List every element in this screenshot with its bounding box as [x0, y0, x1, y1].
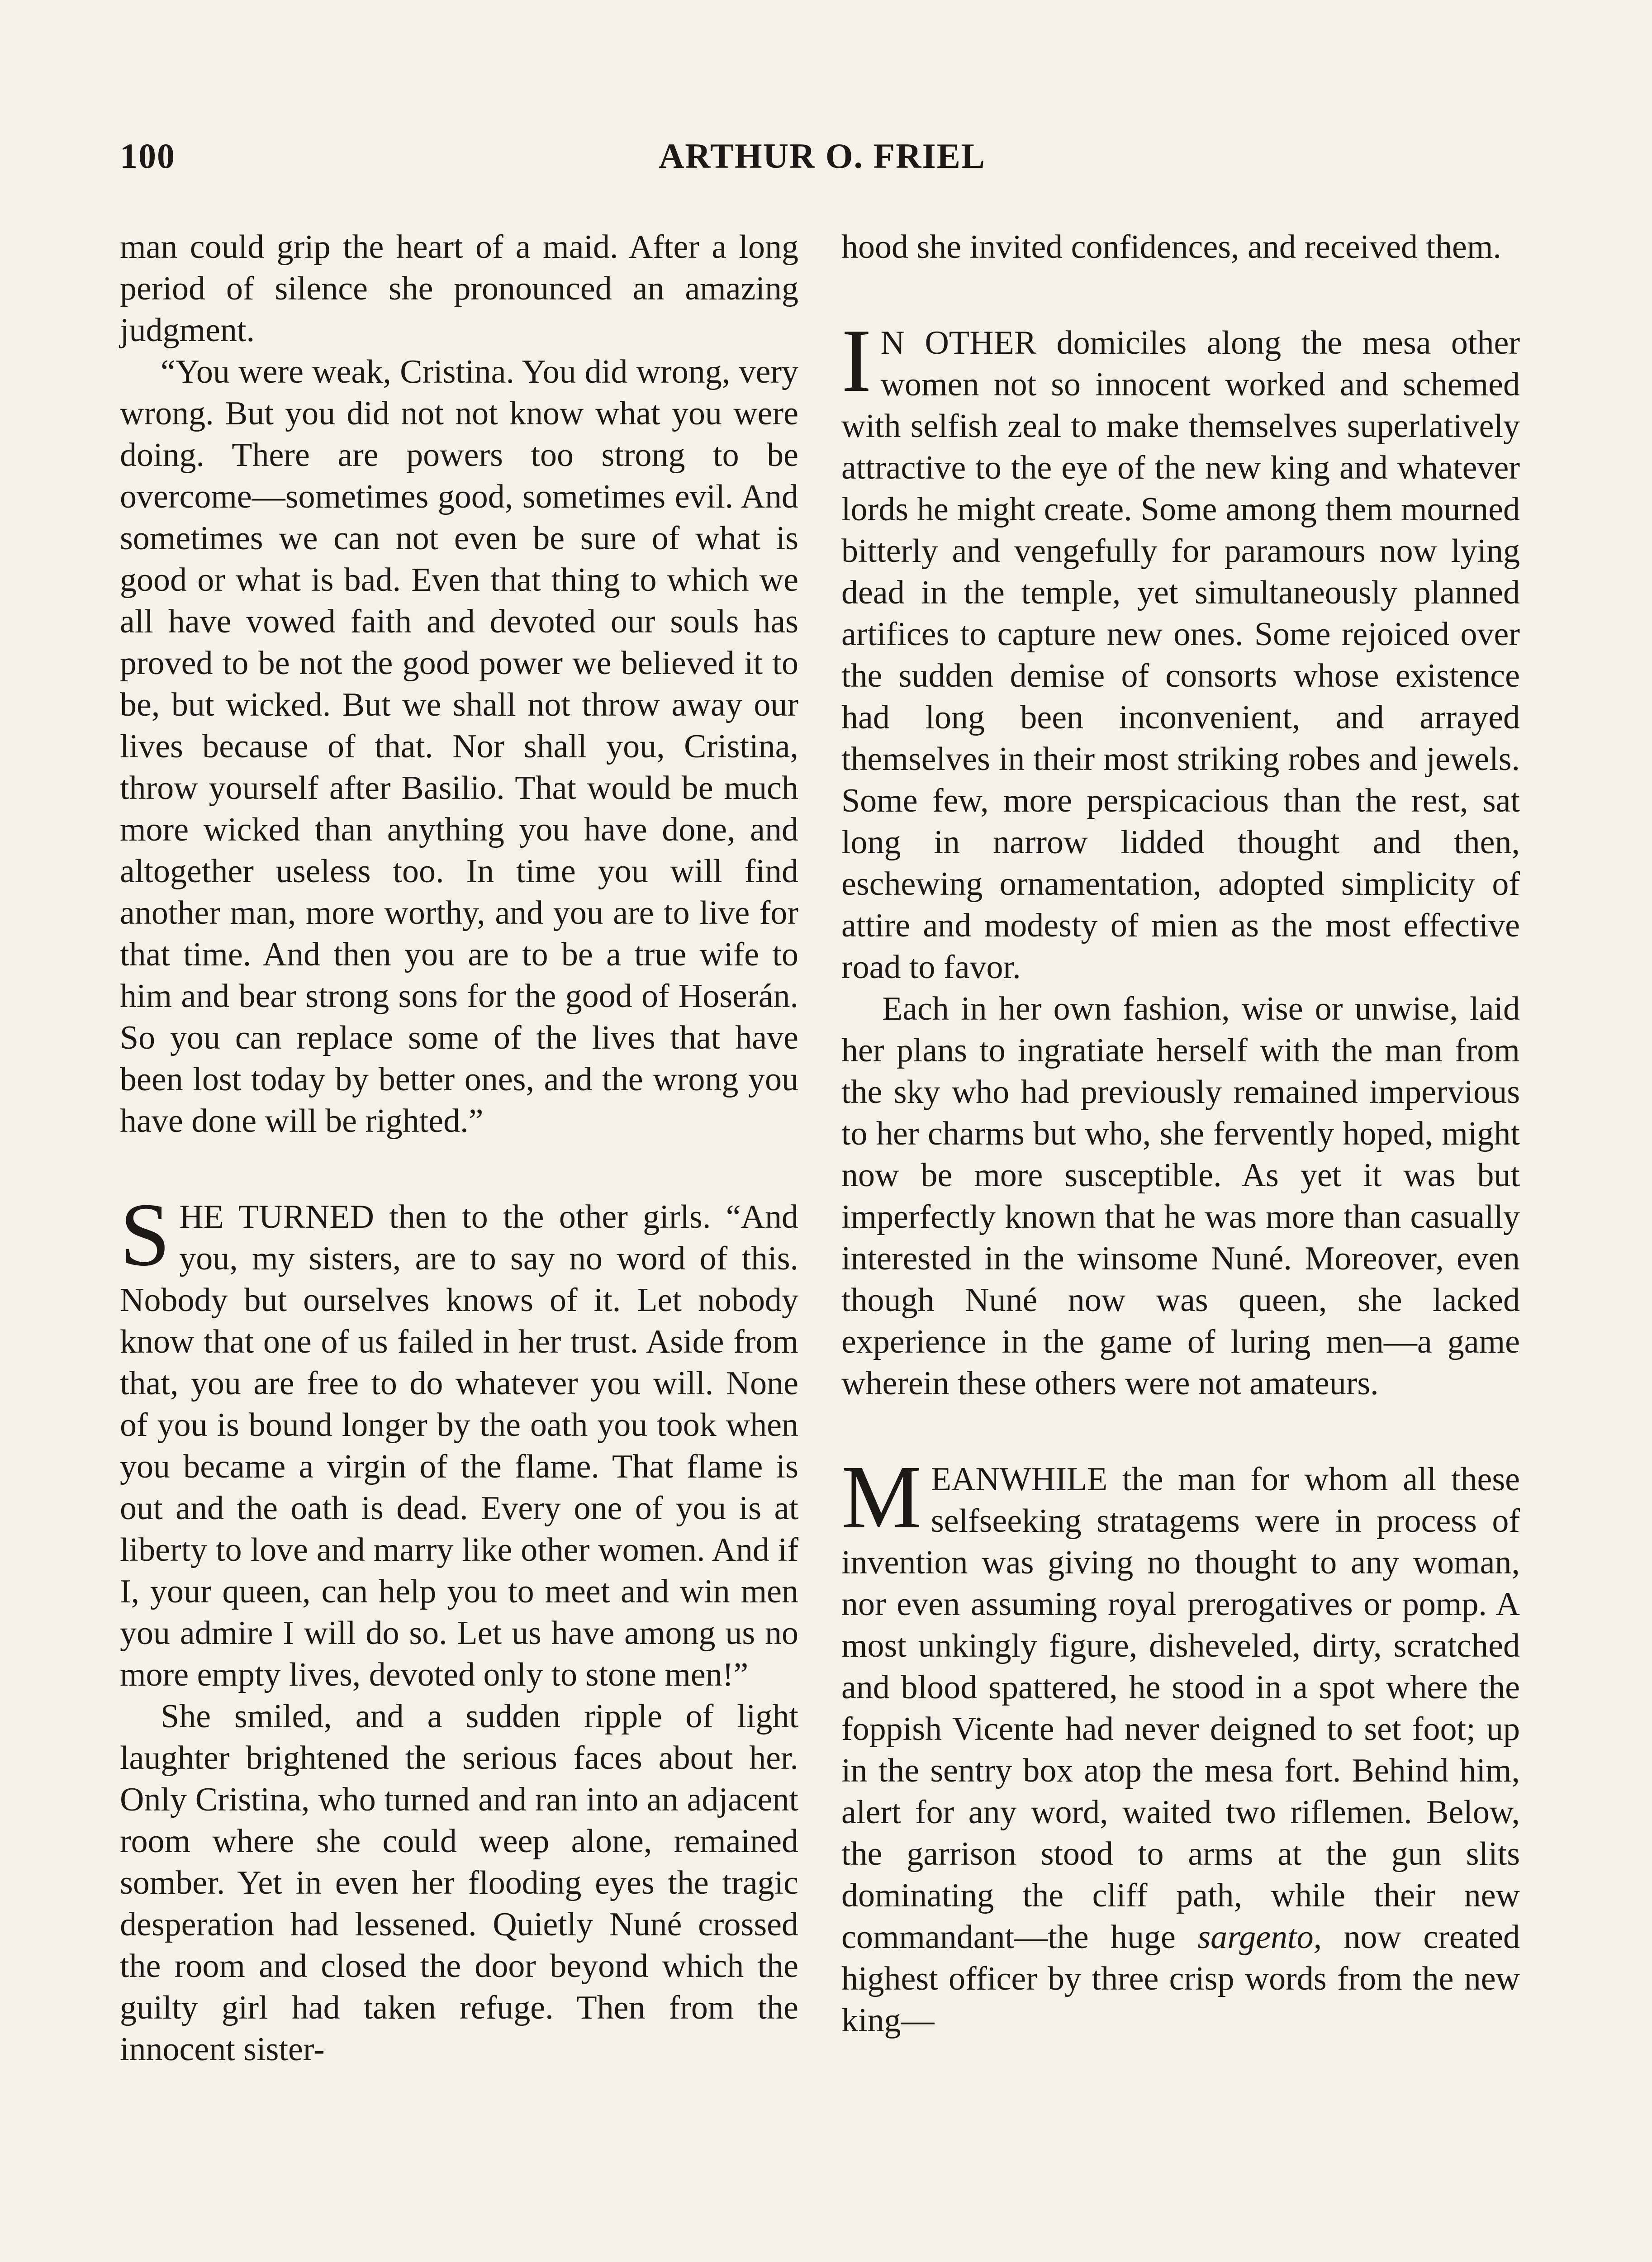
- right-column: [841, 226, 1520, 2041]
- paragraph-text: then to the other girls. “And you, my sisters, are to say no word of this. Nobody but ourselves knows of it. Let nobody know that one of us failed in her trust. Aside from that, you are free to do whatever you will. None of you is bound longer by the oath you took when you became a virgin of the flame. That flame is out and the oath is dead. Every one of you is at liberty to love and marry like other women. And if I, your queen, can help you to meet and win men you admire I will do so. Let us have among us no more empty lives, devoted only to stone men!”: [120, 1198, 798, 1693]
- drop-cap: I: [841, 311, 872, 411]
- page-number: 100: [120, 136, 176, 176]
- italic-word: sargento,: [1197, 1919, 1322, 1956]
- section-paragraph: [841, 1447, 1520, 2041]
- running-head: ARTHUR O. FRIEL: [659, 136, 986, 176]
- section-paragraph: [120, 1185, 798, 1696]
- lead-in: HE TURNED: [179, 1198, 374, 1236]
- paragraph-text: the man for whom all these selfseeking stratagems were in process of invention was giving no thought to any woman, nor even assuming royal prerogatives or pomp. A most unkingly figure, disheveled, dirty, scratched and blood spattered, he stood in a spot where the foppish Vicente had never deigned to set foot; up in the sentry box atop the mesa fort. Behind him, alert for any word, waited two riflemen. Below, the garrison stood to arms at the gun slits dominating the cliff path, while their new commandant—the huge: [841, 1461, 1520, 1956]
- drop-cap: M: [841, 1447, 922, 1547]
- paragraph: hood she invited confidences, and received them.: [841, 228, 1501, 266]
- paragraph: man could grip the heart of a maid. After a long period of silence she pronounced an amazing judgment.: [120, 228, 798, 349]
- paragraph-text: domiciles along the mesa other women not so innocent worked and schemed with selfish zeal to make themselves superlatively attractive to the eye of the new king and whatever lords he might create. Some among them mourned bitterly and vengefully for paramours now lying dead in the temple, yet simultaneously planned artifices to capture new ones. Some rejoiced over the sudden demise of consorts whose existence had long been inconvenient, and arrayed themselves in their most striking robes and jewels. Some few, more perspicacious than the rest, sat long in narrow lidded thought and then, eschewing ornamentation, adopted simplicity of attire and modesty of mien as the most effective road to favor.: [841, 324, 1520, 986]
- lead-in: EANWHILE: [930, 1461, 1108, 1498]
- section-paragraph: [841, 311, 1520, 988]
- drop-cap: S: [120, 1185, 171, 1285]
- paragraph: “You were weak, Cristina. You did wrong, very wrong. But you did not not know what you were doing. There are powers too strong to be overcome—sometimes good, sometimes evil. And sometimes we can not even be sure of what is good or what is bad. Even that thing to which we all have vowed faith and devoted our souls has proved to be not the good power we believed it to be, but wicked. But we shall not throw away our lives because of that. Nor shall you, Cristina, throw yourself after Basilio. That would be much more wicked than anything you have done, and altogether useless too. In time you will find another man, more worthy, and you are to live for that time. And then you are to be a true wife to him and bear strong sons for the good of Hoserán. So you can replace some of the lives that have been lost today by better ones, and the wrong you have done will be righted.”: [120, 353, 798, 1140]
- paragraph: Each in her own fashion, wise or unwise, laid her plans to ingratiate herself with the man from the sky who had previously remained impervious to her charms but who, she fervently hoped, might now be more susceptible. As yet it was but imperfectly known that he was more than casually interested in the winsome Nuné. Moreover, even though Nuné now was queen, she lacked experience in the game of luring men—a game wherein these others were not amateurs.: [841, 990, 1520, 1402]
- page-header: [120, 136, 1524, 190]
- lead-in: N OTHER: [880, 324, 1037, 361]
- left-column: [120, 226, 798, 2070]
- paragraph: She smiled, and a sudden ripple of light laughter brightened the serious faces about her. Only Cristina, who turned and ran into an adjacent room where she could weep alone, remained somber. Yet in even her flooding eyes the tragic desperation had lessened. Quietly Nuné crossed the room and closed the door beyond which the guilty girl had taken refuge. Then from the innocent sister-: [120, 1698, 798, 2068]
- paragraph-text: now created highest officer by three crisp words from the new king—: [841, 1919, 1520, 2039]
